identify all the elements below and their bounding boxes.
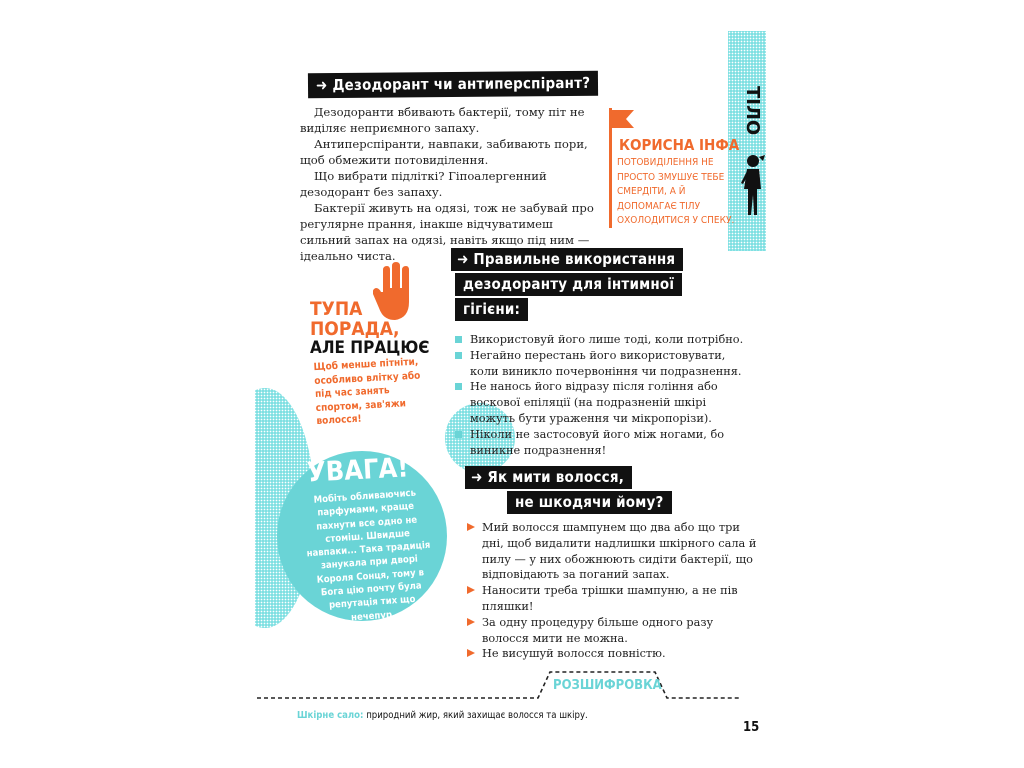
attention-text: Мобіть обливаючись парфумами, краще пахнути все одно не стоміш. Швидше навпаки... Така традиція занукала при дворі Короля Сонця, тому в Бога цію почту була репутація тих що нечепур. (306, 487, 431, 624)
deodorant-text (300, 104, 600, 264)
book-page (255, 28, 770, 748)
arrow-right-icon: ➜ (457, 250, 474, 268)
hair-heading-line: Як мити волосся, (487, 468, 625, 486)
deodorant-heading (308, 71, 598, 99)
deodorant-paragraph: Антиперспіранти, навпаки, забивають пори, щоб обмежити потовиділення. (300, 137, 588, 167)
intimate-heading (451, 248, 683, 321)
glossary-entry (297, 710, 588, 721)
hair-list (467, 520, 757, 662)
list-item: Ніколи не застосовуй його між ногами, бо виникне подразнення! (455, 427, 745, 459)
bullet-icon (455, 352, 462, 359)
list-item: Наносити треба трішки шампуню, а не пів пляшки! (467, 583, 757, 615)
triangle-bullet-icon (467, 618, 475, 626)
deodorant-heading-text: Дезодорант чи антиперспірант? (332, 73, 591, 95)
silly-tip-line1: ТУПА (310, 298, 363, 320)
arrow-right-icon: ➜ (315, 76, 333, 95)
hand-icon (373, 262, 419, 324)
triangle-bullet-icon (467, 586, 475, 594)
list-item: За одну процедуру більше одного разу волосся мити не можна. (467, 615, 757, 647)
attention-title: УВАГА! (306, 452, 410, 489)
intimate-heading-line: дезодоранту для інтимної (463, 275, 675, 293)
list-item: Не висушуй волосся повністю. (467, 646, 757, 662)
bullet-icon (455, 383, 462, 390)
glossary-title: РОЗШИФРОВКА (553, 678, 662, 693)
hair-heading-line: не шкодячи йому? (515, 493, 664, 511)
intimate-heading-line: гігієни: (463, 300, 521, 318)
section-tab-label: ТІЛО (742, 86, 763, 136)
glossary-term: Шкірне сало: (297, 710, 364, 721)
deodorant-paragraph: Бактерії живуть на одязі, тож не забувай про регулярне прання, інакше відчуватимеш сильний запах на одязі, навіть якщо під ним — ідеально чиста. (300, 201, 594, 263)
list-item: Мий волосся шампунем що два або що три дні, щоб видалити надлишки шкірного сала й пилу — у них обожнюють сидіти бактерії, що відповідають за поганий запах. (467, 520, 757, 583)
intimate-list (455, 332, 745, 458)
intimate-heading-line: Правильне використання (473, 250, 676, 268)
list-item: Не нанось його відразу після гоління або воскової епіляції (на подразненій шкірі можуть бути ураження чи мікропорізи). (455, 379, 745, 426)
triangle-bullet-icon (467, 649, 475, 657)
girl-silhouette-icon (739, 153, 767, 219)
list-item: Використовуй його лише тоді, коли потрібно. (455, 332, 745, 348)
bullet-icon (455, 431, 462, 438)
list-item: Негайно перестань його використовувати, коли виникло почервоніння чи подразнення. (455, 348, 745, 380)
deodorant-paragraph: Дезодоранти вбивають бактерії, тому піт не виділяє неприємного запаху. (300, 105, 585, 135)
useful-info-title: КОРИСНА ІНФА (619, 136, 740, 154)
bullet-icon (455, 336, 462, 343)
page-number: 15 (743, 720, 760, 735)
deodorant-paragraph: Що вибрати підліткі? Гіпоалергенний дезодорант без запаху. (300, 169, 547, 199)
useful-info-text: ПОТОВИДІЛЕННЯ НЕ ПРОСТО ЗМУШУЄ ТЕБЕ СМЕРДІТИ, А Й ДОПОМАГАЄ ТІЛУ ОХОЛОДИТИСЯ У СПЕКУ. (617, 157, 735, 226)
silly-tip-line3: АЛЕ ПРАЦЮЄ (310, 338, 430, 358)
silly-tip-line2: ПОРАДА, (310, 318, 400, 340)
dashed-divider (255, 664, 770, 704)
hair-heading (465, 466, 672, 514)
silly-tip-text: Щоб менше пітніти, особливо влітку або під час занять спортом, зав'яжи волосся! (313, 356, 421, 427)
glossary-definition: природний жир, який захищає волосся та шкіру. (366, 710, 588, 721)
triangle-bullet-icon (467, 523, 475, 531)
arrow-right-icon: ➜ (471, 468, 488, 486)
